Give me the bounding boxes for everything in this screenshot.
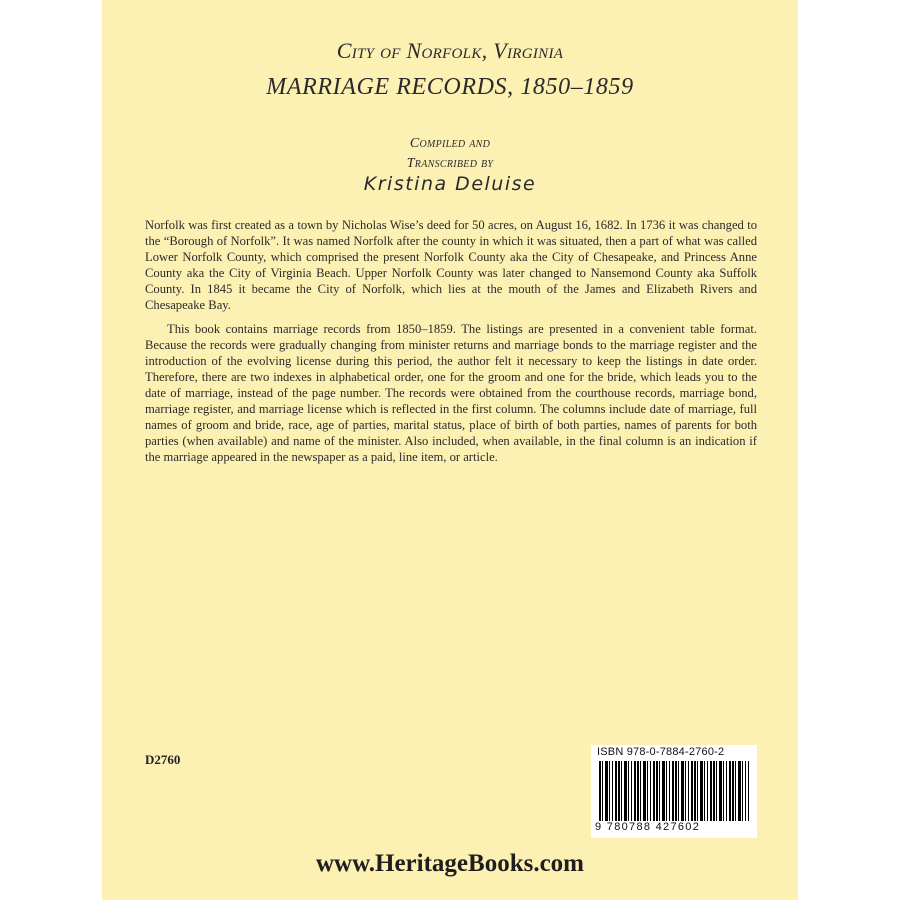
credit-line-compiled: Compiled and [409, 136, 491, 151]
back-cover [102, 0, 798, 900]
isbn-label: ISBN 978-0-7884-2760-2 [597, 746, 725, 758]
series-title: City of Norfolk, Virginia [336, 38, 564, 63]
author-name: Kristina Deluise [363, 173, 537, 195]
item-code: D2760 [145, 752, 181, 767]
isbn-barcode [591, 745, 757, 838]
publisher-website: www.HeritageBooks.com [315, 850, 585, 877]
barcode-icon [599, 761, 749, 821]
description-paragraph-2: This book contains marriage records from 1850–1859. The listings are presented in a convenient table format. Because the records were gradually changing from minister returns and marriage bonds to the marriage register and the introduction of the evolving license during this period, the author felt it necessary to keep the listings in date order. Therefore, there are two indexes in alphabetical order, one for the groom and one for the bride, which leads you to the date of marriage, instead of the page number. The records were obtained from the courthouse records, marriage bond, marriage register, and marriage license which is reflected in the first column. The columns include date of marriage, full names of groom and bride, race, age of parties, marital status, place of birth of both parties, names of parents for both parties (when available) and name of the minister. Also included, when available, in the final column is an indication if the marriage appeared in the newspaper as a paid, line item, or article. [145, 322, 757, 464]
book-title: MARRIAGE RECORDS, 1850–1859 [266, 74, 634, 100]
description-text [145, 217, 757, 465]
description-paragraph-1: Norfolk was first created as a town by Nicholas Wise’s deed for 50 acres, on August 16, 1682. In 1736 it was changed to the “Borough of Norfolk”. It was named Norfolk after the county in which it was situated, then a part of what was called Lower Norfolk County, which comprised the present Norfolk County aka the City of Chesapeake, and Princess Anne County aka the City of Virginia Beach. Upper Norfolk County was later changed to Nansemond County aka Suffolk County. In 1845 it became the City of Norfolk, which lies at the mouth of the James and Elizabeth Rivers and Chesapeake Bay. [145, 218, 757, 312]
barcode-digits: 9 780788 427602 [595, 821, 701, 833]
credit-line-transcribed: Transcribed by [406, 156, 494, 171]
